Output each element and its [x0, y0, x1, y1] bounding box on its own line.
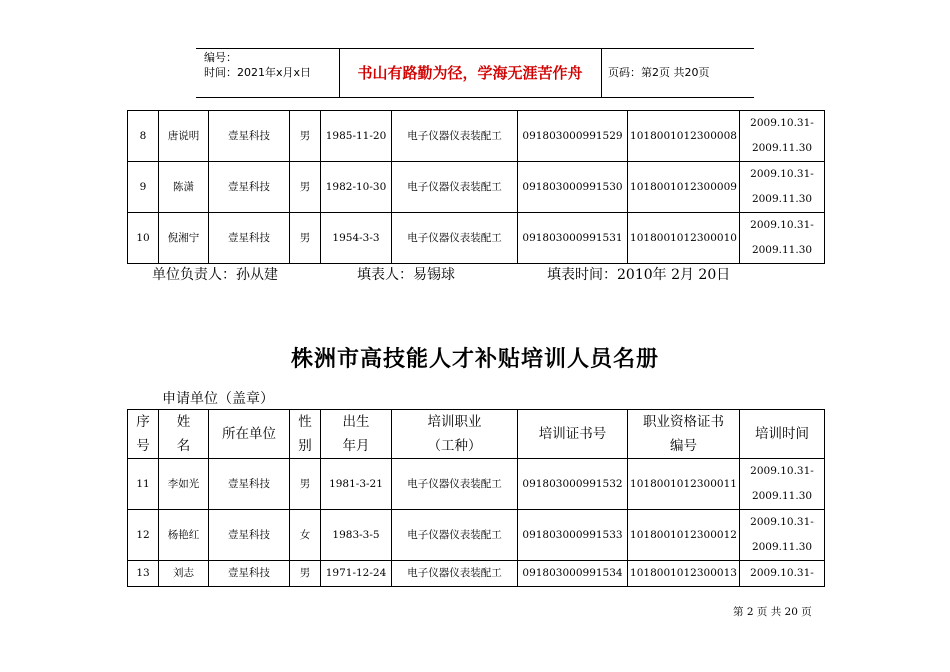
cell-train-cert: 091803000991529: [518, 111, 628, 162]
col-header-qual-cert: 职业资格证书 编号: [628, 410, 740, 459]
time-end: 2009.11.30: [751, 193, 813, 205]
cell-birth: 1985-11-20: [321, 111, 392, 162]
cell-unit: 壹星科技: [209, 459, 290, 510]
cell-gender: 男: [290, 561, 321, 587]
time-start: 2009.10.31-: [750, 168, 814, 180]
cell-job: 电子仪器仪表装配工: [392, 213, 518, 264]
cell-gender: 男: [290, 162, 321, 213]
cell-qual-cert: 1018001012300011: [628, 459, 740, 510]
cell-no: 12: [128, 510, 159, 561]
cell-qual-cert: 1018001012300013: [628, 561, 740, 587]
header-meta: [196, 49, 340, 97]
page-title: 株洲市高技能人才补贴培训人员名册: [290, 347, 659, 372]
col-header-birth: 出生 年月: [321, 410, 392, 459]
date-label: 时间：2021年x月x日: [204, 66, 312, 79]
cell-no: 8: [128, 111, 159, 162]
cell-gender: 男: [290, 111, 321, 162]
cell-job: 电子仪器仪表装配工: [392, 561, 518, 587]
roster-table: [127, 409, 825, 587]
cell-time: [740, 162, 825, 213]
col-header-job: 培训职业 （工种）: [392, 410, 518, 459]
table-row: [128, 459, 825, 510]
cell-job: 电子仪器仪表装配工: [392, 459, 518, 510]
cell-qual-cert: 1018001012300008: [628, 111, 740, 162]
col-header-no: 序 号: [128, 410, 159, 459]
cell-unit: 壹星科技: [209, 561, 290, 587]
time-end: 2009.11.30: [751, 244, 813, 256]
cell-train-cert: 091803000991534: [518, 561, 628, 587]
col-header-unit: 所在单位: [209, 410, 290, 459]
cell-qual-cert: 1018001012300012: [628, 510, 740, 561]
cell-no: 13: [128, 561, 159, 587]
cell-name: 倪湘宁: [159, 213, 209, 264]
cell-train-cert: 091803000991530: [518, 162, 628, 213]
header-page-label: 页码：第2页 共20页: [608, 66, 710, 79]
col-header-gender: 性 别: [290, 410, 321, 459]
cell-job: 电子仪器仪表装配工: [392, 510, 518, 561]
time-start: 2009.10.31-: [750, 219, 814, 231]
cell-name: 杨艳红: [159, 510, 209, 561]
cell-time: [740, 459, 825, 510]
table-row: [128, 561, 825, 587]
cell-no: 11: [128, 459, 159, 510]
cell-name: 刘志: [159, 561, 209, 587]
time-end: 2009.11.30: [751, 490, 813, 502]
cell-birth: 1983-3-5: [321, 510, 392, 561]
responsible-person: 单位负责人：孙从建: [152, 267, 278, 283]
cell-no: 10: [128, 213, 159, 264]
cell-time: [740, 213, 825, 264]
cell-unit: 壹星科技: [209, 162, 290, 213]
time-start: 2009.10.31-: [750, 465, 814, 477]
cell-birth: 1971-12-24: [321, 561, 392, 587]
cell-name: 唐说明: [159, 111, 209, 162]
table-row: [128, 111, 825, 162]
code-label: 编号：: [204, 51, 237, 64]
fill-time: 填表时间：2010年 2月 20日: [547, 267, 731, 283]
cell-gender: 女: [290, 510, 321, 561]
form-filler: 填表人：易锡球: [357, 267, 455, 283]
cell-gender: 男: [290, 459, 321, 510]
cell-job: 电子仪器仪表装配工: [392, 111, 518, 162]
col-header-name: 姓 名: [159, 410, 209, 459]
time-start: 2009.10.31-: [750, 567, 814, 579]
page-footer: 第 2 页 共 20 页: [733, 606, 812, 618]
col-header-time: 培训时间: [740, 410, 825, 459]
cell-gender: 男: [290, 213, 321, 264]
table-header-row: [128, 410, 825, 459]
cell-birth: 1981-3-21: [321, 459, 392, 510]
page-header: [196, 48, 754, 98]
cell-time: [740, 561, 825, 587]
table-row: [128, 510, 825, 561]
cell-unit: 壹星科技: [209, 213, 290, 264]
cell-no: 9: [128, 162, 159, 213]
col-header-train-cert: 培训证书号: [518, 410, 628, 459]
cell-qual-cert: 1018001012300010: [628, 213, 740, 264]
cell-job: 电子仪器仪表装配工: [392, 162, 518, 213]
time-start: 2009.10.31-: [750, 117, 814, 129]
cell-time: [740, 510, 825, 561]
cell-name: 陈潇: [159, 162, 209, 213]
cell-train-cert: 091803000991533: [518, 510, 628, 561]
applicant-unit: 申请单位（盖章）: [162, 391, 274, 407]
cell-train-cert: 091803000991531: [518, 213, 628, 264]
time-start: 2009.10.31-: [750, 516, 814, 528]
cell-birth: 1982-10-30: [321, 162, 392, 213]
time-end: 2009.11.30: [751, 541, 813, 553]
cell-time: [740, 111, 825, 162]
cell-unit: 壹星科技: [209, 510, 290, 561]
time-end: 2009.11.30: [751, 142, 813, 154]
cell-train-cert: 091803000991532: [518, 459, 628, 510]
cell-name: 李如光: [159, 459, 209, 510]
header-motto: 书山有路勤为径，学海无涯苦作舟: [339, 49, 602, 97]
table-row: [128, 213, 825, 264]
top-table: [127, 110, 825, 264]
cell-qual-cert: 1018001012300009: [628, 162, 740, 213]
cell-birth: 1954-3-3: [321, 213, 392, 264]
cell-unit: 壹星科技: [209, 111, 290, 162]
table-row: [128, 162, 825, 213]
